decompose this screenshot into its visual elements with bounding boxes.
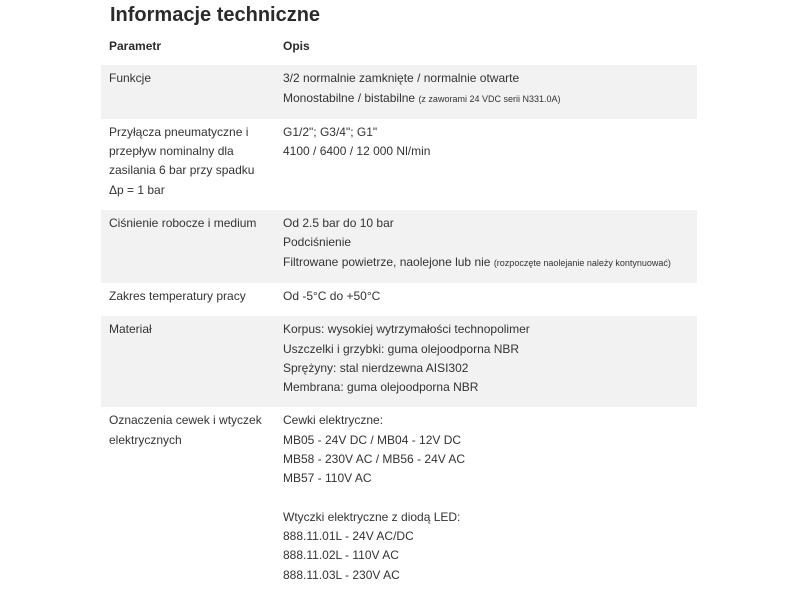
table-header-row (101, 32, 697, 65)
desc-line (283, 431, 689, 450)
desc-line (283, 340, 689, 359)
desc-text: Od 2.5 bar do 10 bar (283, 216, 394, 231)
desc-text: MB05 - 24V DC / MB04 - 12V DC (283, 432, 462, 447)
desc-text: 3/2 normalnie zamknięte / normalnie otwarte (283, 71, 520, 86)
param-cell: Ciśnienie robocze i medium (101, 210, 275, 283)
param-cell: Funkcje (101, 65, 275, 119)
desc-text: Sprężyny: stal nierdzewna AISI302 (283, 360, 469, 375)
desc-text: 888.11.01L - 24V AC/DC (283, 528, 414, 543)
desc-line (283, 214, 689, 233)
desc-line (283, 411, 689, 430)
desc-text: Cewki elektryczne: (283, 413, 384, 428)
desc-line (283, 469, 689, 488)
desc-line (283, 89, 689, 109)
desc-text: Monostabilne / bistabilne (283, 90, 416, 105)
desc-text: 888.11.03L - 230V AC (283, 567, 400, 582)
desc-line (283, 123, 689, 142)
desc-text: MB58 - 230V AC / MB56 - 24V AC (283, 452, 466, 467)
desc-cell (275, 210, 697, 283)
desc-text: Uszczelki i grzybki: guma olejoodporna NBR (283, 341, 520, 356)
desc-line (283, 378, 689, 397)
desc-line (283, 233, 689, 252)
tech-spec-table (101, 32, 697, 595)
table-row (101, 283, 697, 316)
desc-line (283, 253, 689, 273)
page-title: Informacje techniczne (110, 4, 321, 26)
table-body (101, 65, 697, 595)
param-cell: Zakres temperatury pracy (109, 288, 246, 303)
desc-text: Korpus: wysokiej wytrzymałości technopolimer (283, 322, 530, 337)
desc-text: MB57 - 110V AC (283, 471, 372, 486)
param-cell: Oznaczenia cewek i wtyczek elektrycznych (109, 413, 262, 447)
desc-text: 4100 / 6400 / 12 000 Nl/min (283, 144, 431, 159)
desc-line (283, 287, 689, 306)
desc-text: Membrana: guma olejoodporna NBR (283, 380, 479, 395)
desc-note: (rozpoczęte naolejanie należy kontynuować) (493, 257, 671, 268)
desc-note: (z zaworami 24 VDC serii N331.0A) (418, 93, 561, 104)
desc-text: 888.11.02L - 110V AC (283, 548, 399, 563)
desc-line (283, 546, 689, 565)
desc-text: Filtrowane powietrze, naolejone lub nie (283, 254, 491, 269)
desc-cell (275, 316, 697, 407)
column-header-desc: Opis (283, 39, 310, 53)
desc-line (283, 566, 689, 585)
desc-line (283, 359, 689, 378)
table-row (101, 65, 697, 119)
param-cell: Przyłącza pneumatyczne i przepływ nominalny dla zasilania 6 bar przy spadku Δp = 1 bar (109, 124, 255, 197)
desc-cell (275, 283, 697, 316)
desc-line (283, 320, 689, 339)
desc-text: Od -5°C do +50°C (283, 288, 381, 303)
column-header-param: Parametr (109, 39, 162, 53)
table-row (101, 407, 697, 594)
desc-line (283, 69, 689, 88)
desc-line (283, 508, 689, 527)
desc-line (283, 450, 689, 469)
desc-text: Podciśnienie (283, 235, 352, 250)
param-cell: Materiał (101, 316, 275, 407)
desc-line (283, 142, 689, 161)
table-row (101, 210, 697, 283)
desc-cell (275, 407, 697, 594)
desc-cell (275, 65, 697, 119)
desc-text: G1/2"; G3/4"; G1" (283, 124, 378, 139)
table-row (101, 119, 697, 210)
spacer (283, 489, 689, 508)
desc-text: Wtyczki elektryczne z diodą LED: (283, 509, 461, 524)
table-row (101, 316, 697, 407)
desc-line (283, 527, 689, 546)
desc-cell (275, 119, 697, 210)
